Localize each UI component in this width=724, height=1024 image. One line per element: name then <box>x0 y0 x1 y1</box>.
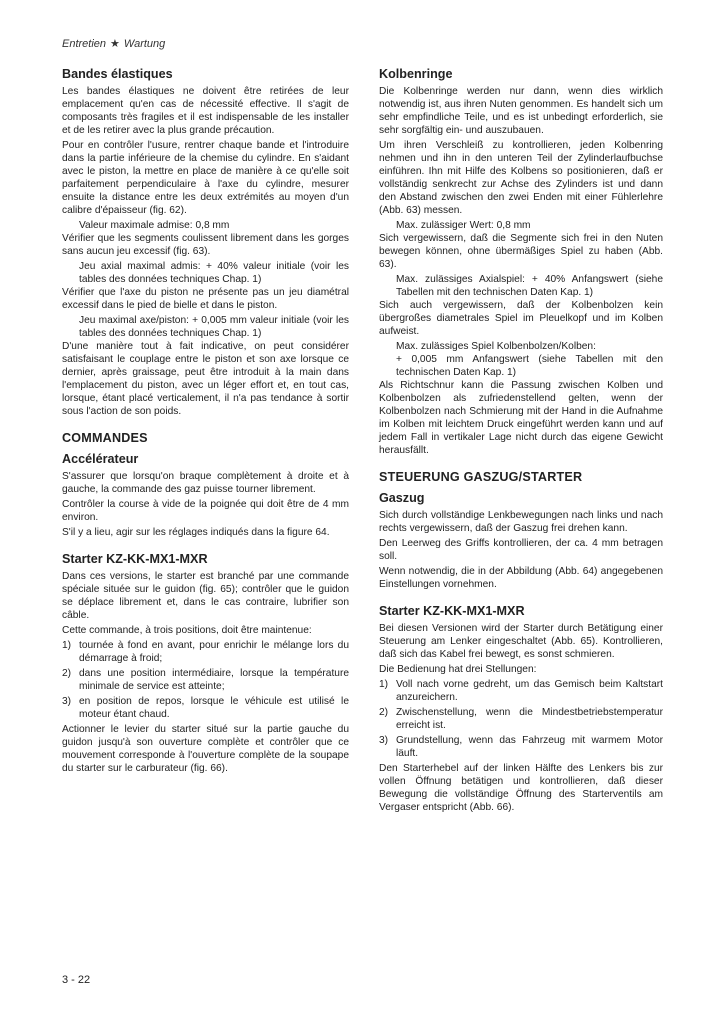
paragraph: Bei diesen Versionen wird der Starter durch Betätigung einer Steuerung am Lenker eingeschaltet (Abb. 65). Kontrollieren, daß sich das Kabel frei bewegt, es sonst schmieren. <box>379 623 663 660</box>
value-line: Max. zulässiges Spiel Kolbenbolzen/Kolben: <box>396 341 596 352</box>
paragraph: Cette commande, à trois positions, doit être maintenue: <box>62 625 312 636</box>
value-line: Jeu axial maximal admis: + 40% valeur initiale (voir les tables des données techniques Chap. 1) <box>79 261 349 285</box>
major-title-steuerung: STEUERUNG GASZUG/STARTER <box>379 470 583 484</box>
paragraph: Vérifier que l'axe du piston ne présente pas un jeu diamétral excessif dans le pied de bielle et dans le piston. <box>62 287 349 311</box>
section-title-bandes: Bandes élastiques <box>62 67 173 81</box>
paragraph: Contrôler la course à vide de la poignée qui doit être de 4 mm environ. <box>62 499 349 523</box>
paragraph: Um ihren Verschleiß zu kontrollieren, jeden Kolbenring nehmen und ihn in den unteren Teil der Zylinderlaufbuchse einführen. Ihn mit Hilfe des Kolbens so positionieren, daß er vollständig senkrecht zur Achse des Zylinders ist und dann den Abstand zwischen den zwei Enden mit einer Fühlerlehre (Abb. 63) messen. <box>379 140 663 216</box>
paragraph: Wenn notwendig, die in der Abbildung (Abb. 64) angegebenen Einstellungen vornehmen. <box>379 566 663 590</box>
paragraph: Den Leerweg des Griffs kontrollieren, der ca. 4 mm betragen soll. <box>379 538 663 562</box>
paragraph: Als Richtschnur kann die Passung zwischen Kolben und Kolbenbolzen als zufriedenstellend gelten, wenn der Kolbenbolzen nach Schmierung mit der Hand in die Aufnahme im Kolben mit leichtem Druck eingeführt werden kann und auf jedem Fall in vertikaler Lage nicht durch das eigene Gewicht herausfällt. <box>379 380 663 456</box>
paragraph: Dans ces versions, le starter est branché par une commande spéciale située sur le guidon (fig. 65); contrôler que le guidon se déplace librement et, dans le cas contraire, lubrifier son câble. <box>62 571 349 621</box>
paragraph: Pour en contrôler l'usure, rentrer chaque bande et l'introduire dans la partie inférieure de la chemise du cylindre. En s'aidant avec le piston, la mettre en place de manière à ce qu'elle soit parfaitement perpendiculaire à l'axe du cylindre, mesurer ensuite la distance entre les deux extrémités au moyen d'un calibre d'épaisseur (fig. 62). <box>62 140 349 216</box>
list-item: 3) Grundstellung, wenn das Fahrzeug mit warmem Motor läuft. <box>379 735 663 759</box>
list-item: 1) Voll nach vorne gedreht, um das Gemisch beim Kaltstart anzureichern. <box>379 679 663 703</box>
star-icon: ★ <box>110 38 120 50</box>
paragraph: S'assurer que lorsqu'on braque complètement à droite et à gauche, la commande des gaz puisse tourner librement. <box>62 471 349 495</box>
section-title-starter: Starter KZ-KK-MX1-MXR <box>62 552 208 566</box>
paragraph: Die Bedienung hat drei Stellungen: <box>379 664 537 675</box>
section-title-kolbenringe: Kolbenringe <box>379 67 453 81</box>
value-line: Jeu maximal axe/piston: + 0,005 mm valeur initiale (voir les tables des données techniques Chap. 1) <box>79 315 349 339</box>
paragraph: D'une manière tout à fait indicative, on peut considérer satisfaisant le couplage entre le piston et son axe lorsque ce dernier, après graissage, peut être introduit à la main dans l'emplacement du piston, avec un léger effort et, en tout cas, lorsque, étant placé verticalement, il n'a pas tendance à sortir sous l'action de son poids. <box>62 341 349 417</box>
running-header <box>62 37 165 50</box>
list-item: 2) Zwischenstellung, wenn die Mindestbetriebstemperatur erreicht ist. <box>379 707 663 731</box>
header-left: Entretien <box>62 38 107 50</box>
paragraph: S'il y a lieu, agir sur les réglages indiqués dans la figure 64. <box>62 527 330 538</box>
paragraph: Les bandes élastiques ne doivent être retirées de leur emplacement qu'en cas de nécessité effective. Il s'agit de composants très fragiles et il est indispensable de les installer et de les retirer avec la plus grande précaution. <box>62 86 349 136</box>
section-title-gaszug: Gaszug <box>379 491 425 505</box>
major-title-commandes: COMMANDES <box>62 431 148 445</box>
value-line: + 0,005 mm Anfangswert (siehe Tabellen mit den technischen Daten Kap. 1) <box>396 354 663 378</box>
section-title-starter: Starter KZ-KK-MX1-MXR <box>379 604 525 618</box>
paragraph: Vérifier que les segments coulissent librement dans les gorges sans aucun jeu excessif (fig. 63). <box>62 233 349 257</box>
list-item: 3) en position de repos, lorsque le véhicule est utilisé le moteur étant chaud. <box>62 696 349 720</box>
paragraph: Sich durch vollständige Lenkbewegungen nach links und nach rechts vergewissern, daß der Gaszug frei drehen kann. <box>379 510 663 534</box>
paragraph: Sich vergewissern, daß die Segmente sich frei in den Nuten bewegen können, ohne übermäßiges Spiel zu haben (Abb. 63). <box>379 233 663 270</box>
header-right: Wartung <box>123 38 166 50</box>
section-title-accelerateur: Accélérateur <box>62 452 139 466</box>
paragraph: Actionner le levier du starter situé sur la partie gauche du guidon jusqu'à son ouverture complète et contrôler que ce mouvement corresponde à l'ouverture complète de la soupape du starter sur le carburateur (fig. 66). <box>62 724 349 774</box>
list-item: 1) tournée à fond en avant, pour enrichir le mélange lors du démarrage à froid; <box>62 640 349 664</box>
french-column <box>62 66 349 777</box>
value-line: Max. zulässiges Axialspiel: + 40% Anfangswert (siehe Tabellen mit den technischen Daten Kap. 1) <box>396 274 663 298</box>
paragraph: Die Kolbenringe werden nur dann, wenn dies wirklich notwendig ist, aus ihren Nuten genommen. Es handelt sich um sehr empfindliche Teile, und es ist unbedingt erforderlich, sie sehr sorgfältig ein- und auszubauen. <box>379 86 663 136</box>
paragraph: Den Starterhebel auf der linken Hälfte des Lenkers bis zur vollen Öffnung betätigen und kontrollieren, daß dieser Bewegung die vollständige Öffnung des Starterventils am Vergaser entspricht (Abb. 66). <box>379 763 663 813</box>
value-line: Valeur maximale admise: 0,8 mm <box>79 220 230 231</box>
value-line: Max. zulässiger Wert: 0,8 mm <box>396 220 531 231</box>
page-number: 3 - 22 <box>62 974 91 986</box>
list-item: 2) dans une position intermédiaire, lorsque la température minimale de service est atteinte; <box>62 668 349 692</box>
paragraph: Sich auch vergewissern, daß der Kolbenbolzen kein übergroßes diametrales Spiel im Pleuelkopf und im Kolben aufweist. <box>379 300 663 337</box>
german-column <box>379 66 663 816</box>
